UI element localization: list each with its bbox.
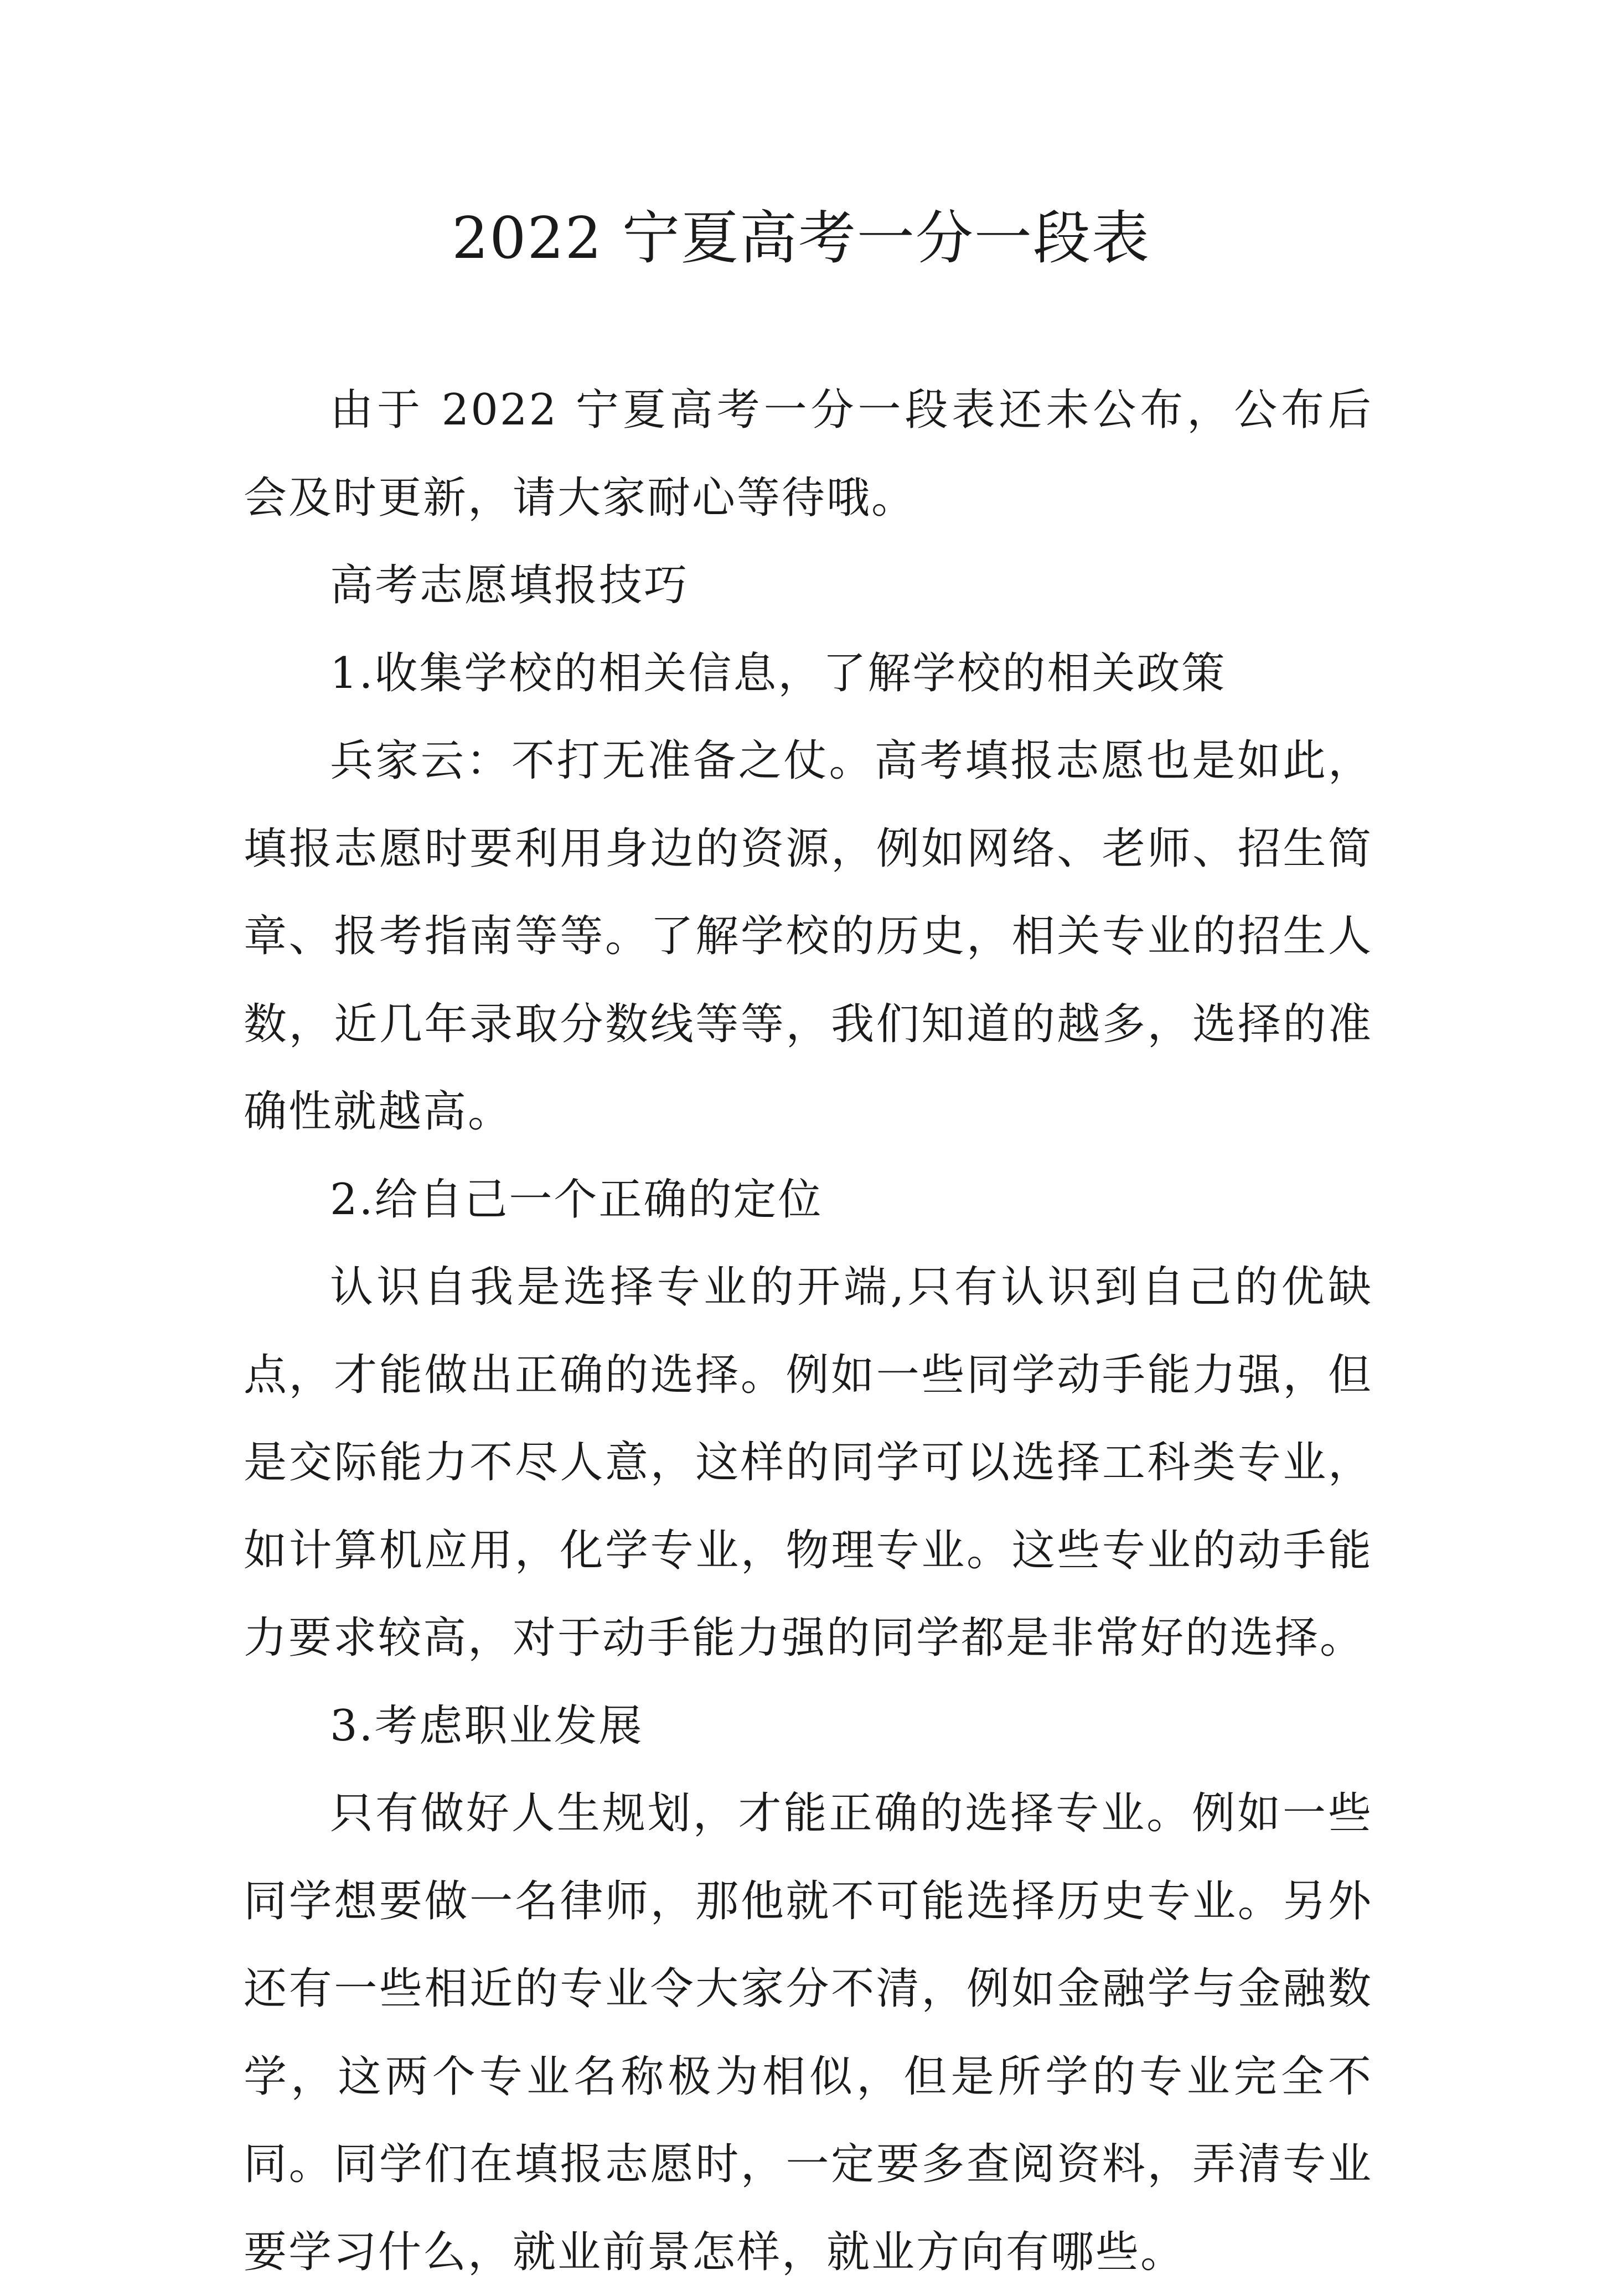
tip-2-body: 认识自我是选择专业的开端,只有认识到自己的优缺点，才能做出正确的选择。例如一些同学动手能力强，但是交际能力不尽人意，这样的同学可以选择工科类专业，如计算机应用，化学专业，物理专业。这些专业的动手能力要求较高，对于动手能力强的同学都是非常好的选择。 — [244, 1262, 1373, 1663]
paragraph-intro: 由于 2022 宁夏高考一分一段表还未公布，公布后会及时更新，请大家耐心等待哦。 — [244, 385, 1373, 523]
tip-1-body: 兵家云：不打无准备之仗。高考填报志愿也是如此，填报志愿时要利用身边的资源，例如网络、老师、招生简章、报考指南等等。了解学校的历史，相关专业的招生人数，近几年录取分数线等等，我们知道的越多，选择的准确性就越高。 — [244, 736, 1373, 1137]
tip-3-body: 只有做好人生规划，才能正确的选择专业。例如一些同学想要做一名律师，那他就不可能选择历史专业。另外还有一些相近的专业令大家分不清，例如金融学与金融数学，这两个专业名称极为相似，但是所学的专业完全不同。同学们在填报志愿时，一定要多查阅资料，弄清专业要学习什么，就业前景怎样，就业方向有哪些。 — [244, 1789, 1373, 2277]
tip-1-heading: 1.收集学校的相关信息，了解学校的相关政策 — [330, 648, 1227, 698]
tip-3-heading: 3.考虑职业发展 — [330, 1701, 644, 1751]
section-heading-tips: 高考志愿填报技巧 — [330, 561, 689, 610]
document-body — [244, 366, 1373, 2296]
document-title: 2022 宁夏高考一分一段表 — [452, 204, 1150, 272]
tip-2-heading: 2.给自己一个正确的定位 — [330, 1174, 823, 1225]
